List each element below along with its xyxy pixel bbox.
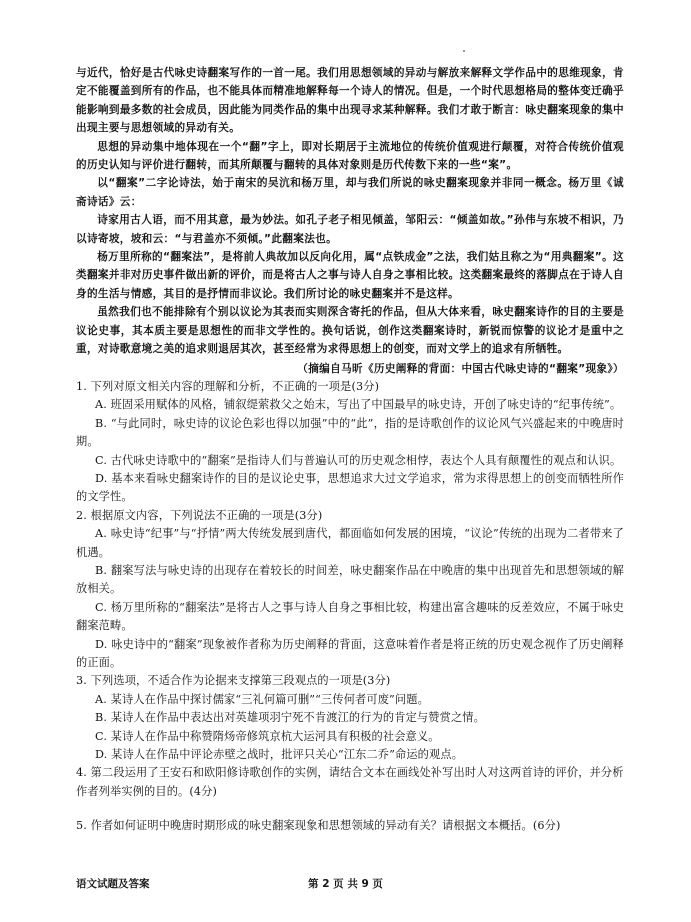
- passage-paragraph: 以“翻案”二字论诗法，始于南宋的吴沆和杨万里，却与我们所说的咏史翻案现象并非同一概念。杨万里《诚斋诗话》云：: [76, 177, 624, 208]
- question-1: [76, 378, 624, 507]
- option-b: B. 某诗人在作品中表达出对英雄项羽宁死不肯渡江的行为的肯定与赞赏之情。: [95, 711, 485, 725]
- option-c: C. 古代咏史诗歌中的“翻案”是指诗人们与普遍认可的历史观念相悖，表达个人具有颠覆性的观点和认识。: [95, 453, 622, 467]
- option-d: D. 基本来看咏史翻案诗作的目的是议论史事，思想追求大过文学追求，常为求得思想上的创变而牺牲所作的文学性。: [76, 471, 624, 504]
- option-d: D. 咏史诗中的“翻案”现象被作者称为历史阐释的背面，这意味着作者是将正统的历史观念视作了历史阐释的正面。: [76, 637, 624, 669]
- question-4: [76, 764, 624, 801]
- question-stem: 2. 根据原文内容，下列说法不正确的一项是(3分): [76, 508, 323, 522]
- footer-subject: 语文试题及答案: [76, 878, 150, 890]
- option-a: A. 某诗人在作品中探讨儒家“三礼何篇可删”“三传何者可废”问题。: [95, 692, 429, 706]
- question-stem: 3. 下列选项，不适合作为论据来支撑第三段观点的一项是(3分): [76, 674, 391, 688]
- scan-speck: [463, 50, 465, 52]
- option-c: C. 杨万里所称的“翻案法”是将古人之事与诗人自身之事相比较，构建出富含趣味的反差效应，不属于咏史翻案范畴。: [76, 600, 624, 633]
- option-c: C. 某诗人在作品中称赞隋炀帝修筑京杭大运河具有积极的社会意义。: [95, 729, 440, 743]
- option-a: A. 班固采用赋体的风格，铺叙缇萦救父之始末，写出了中国最早的咏史诗，开创了咏史诗的“纪事传统”。: [95, 398, 622, 412]
- passage-quote: 诗家用古人语，而不用其意，最为妙法。如孔子老子相见倾盖，邹阳云：“倾盖如故。”孙伟与东坡不相识，乃以诗寄坡，坡和云：“与君盖亦不须倾。”此翻案法也。: [76, 214, 624, 245]
- question-stem: 4. 第二段运用了王安石和欧阳修诗歌创作的实例，请结合文本在画线处补写出时人对这两首诗的评价，并分析作者列举实例的目的。(4分): [76, 766, 624, 798]
- answer-space: [76, 801, 624, 817]
- page-content: [76, 64, 624, 836]
- passage-paragraph: 杨万里所称的“翻案法”，是将前人典故加以反向化用，属“点铁成金”之法，我们姑且称之为“用典翻案”。这类翻案并非对历史事件做出新的评价，而是将古人之事与诗人自身之事相比较。这类翻案最终的落脚点在于诗人自身的生活与情感，其目的是抒情而非议论。我们所讨论的咏史翻案并不是这样。: [76, 251, 624, 300]
- question-stem: 1. 下列对原文相关内容的理解和分析，不正确的一项是(3分): [76, 379, 380, 393]
- page-number: 第 2 页 共 9 页: [308, 878, 383, 890]
- option-b: B. “与此同时，咏史诗的议论色彩也得以加强”中的“此”，指的是诗歌创作的议论风气兴盛起来的中晚唐时期。: [76, 416, 624, 449]
- option-a: A. 咏史诗“纪事”与“抒情”两大传统发展到唐代，都面临如何发展的困境，“议论”传统的出现为二者带来了机遇。: [76, 527, 624, 559]
- question-5: [76, 817, 624, 835]
- question-2: [76, 507, 624, 673]
- passage-paragraph: 思想的异动集中地体现在一个“翻”字上，即对长期居于主流地位的传统价值观进行颠覆，对符合传统价值观的历史认知与评价进行翻转，而其所颠覆与翻转的具体对象则是历代传数下来的一些“案”。: [76, 140, 624, 172]
- option-b: B. 翻案写法与咏史诗的出现存在着较长的时间差，咏史翻案作品在中晚唐的集中出现首先和思想领域的解放相关。: [76, 563, 624, 596]
- option-d: D. 某诗人在作品中评论赤壁之战时，批评只关心“江东二乔”命运的观点。: [95, 748, 464, 762]
- passage-source: （摘编自马昕《历史阐释的背面：中国古代咏史诗的“翻案”现象》）: [297, 362, 624, 375]
- passage-paragraph: 虽然我们也不能排除有个别以议论为其表而实则深含寄托的作品，但从大体来看，咏史翻案诗作的目的主要是议论史事，其本质主要是思想性的而非文学性的。换句话说，创作这类翻案诗时，新锐而惊警的议论才是重中之重，对诗歌意境之美的追求则退居其次，甚至经常为求得思想上的创变，而对文学上的追求有所牺牲。: [76, 306, 624, 356]
- passage-paragraph: 与近代，恰好是古代咏史诗翻案写作的一首一尾。我们用思想领域的异动与解放来解释文学作品中的思维现象，肯定不能覆盖到所有的作品，也不能具体而精准地解释每一个诗人的情况。但是，一个时代思想格局的整体变迁确乎能影响到最多数的社会成员，因此能为同类作品的集中出现寻求某种解释。我们才敢于断言：咏史翻案现象的集中出现主要与思想领域的异动有关。: [76, 67, 624, 135]
- question-3: [76, 672, 624, 764]
- question-stem: 5. 作者如何证明中晚唐时期形成的咏史翻案现象和思想领域的异动有关？请根据文本概括。(6分): [76, 819, 561, 833]
- reading-passage: [76, 64, 624, 378]
